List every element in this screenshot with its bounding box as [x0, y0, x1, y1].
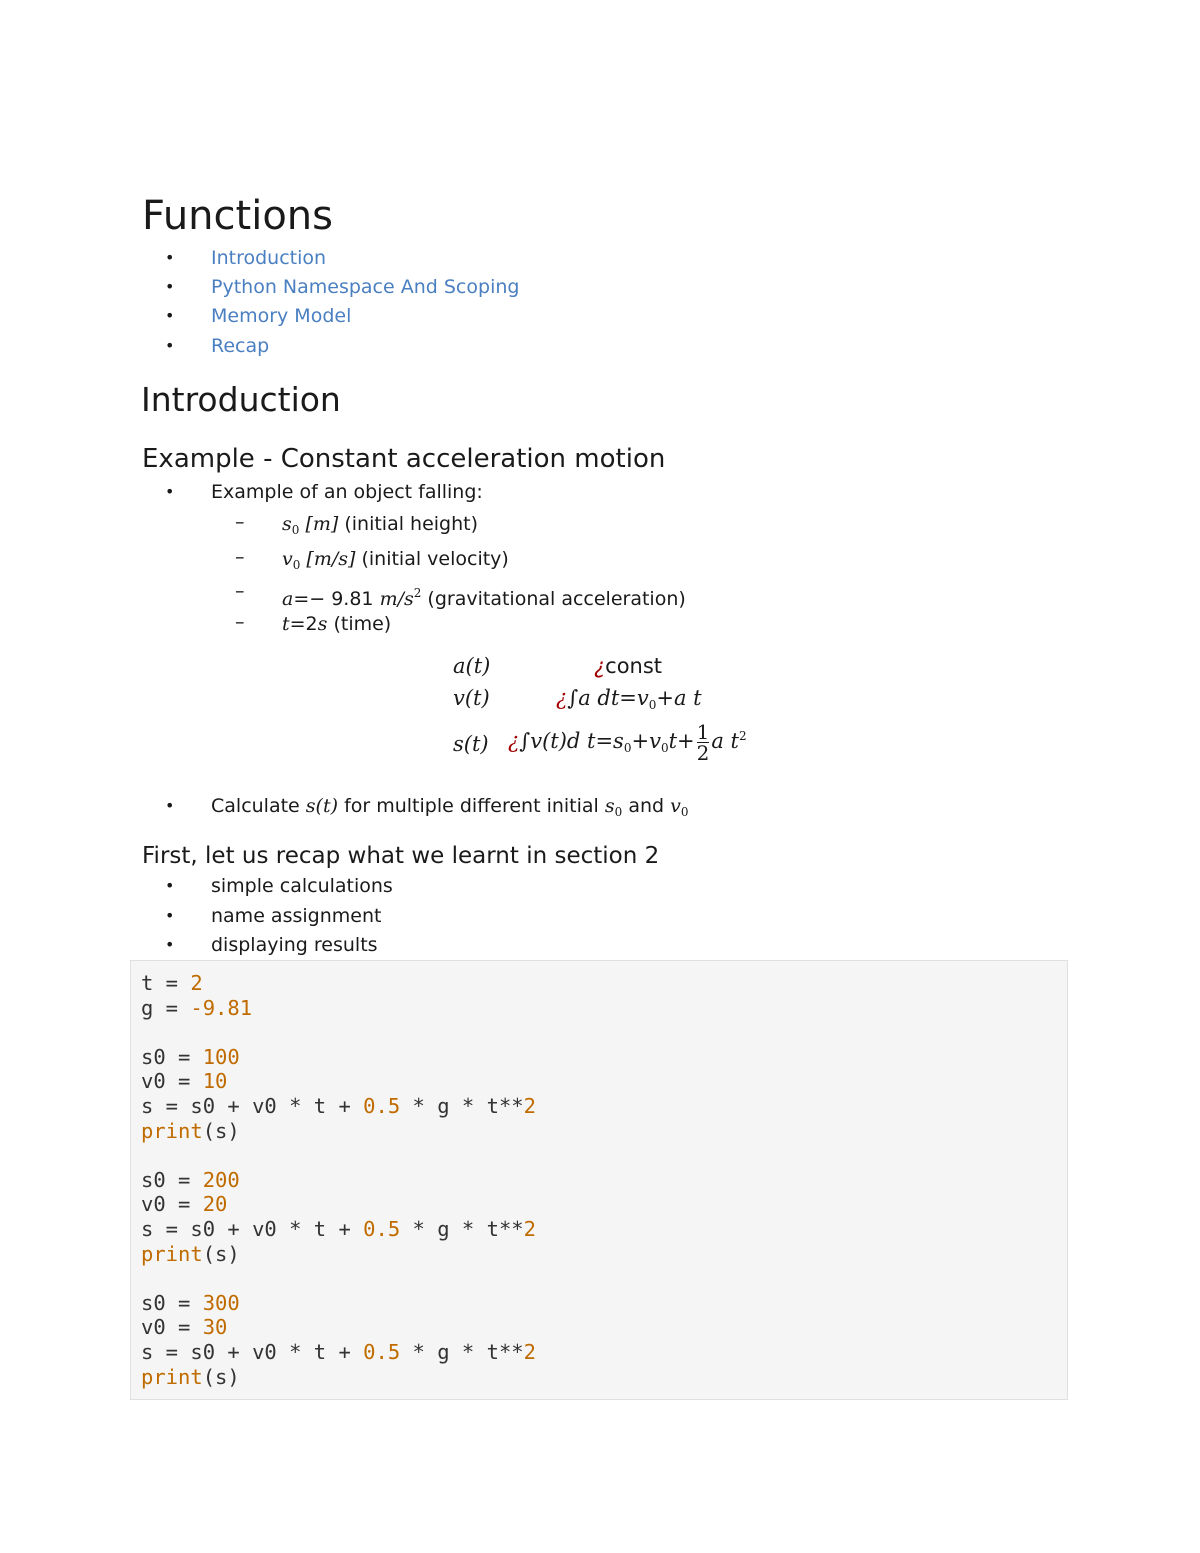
eq-s-rhs: ¿∫v(t)d $t=s_0+v_0t+$ $\frac{1}{2}$ a $t^2$ — [508, 720, 747, 765]
bullet: • — [165, 906, 175, 925]
toc-link-memory-model[interactable]: Memory Model — [211, 305, 352, 327]
toc-link-introduction[interactable]: Introduction — [211, 247, 327, 269]
eq-a-rhs: ¿const — [594, 654, 663, 678]
eq-a-lhs: a(t) — [453, 654, 491, 678]
bullet: • — [165, 876, 175, 895]
example-intro: Example of an object falling: — [211, 481, 483, 503]
recap-item: simple calculations — [211, 875, 393, 897]
bullet: • — [165, 796, 175, 815]
dash: – — [235, 511, 245, 533]
eq-s-lhs: s(t) — [453, 732, 489, 756]
section-heading-introduction: Introduction — [141, 380, 341, 419]
recap-heading: First, let us recap what we learnt in section 2 — [142, 843, 660, 869]
page-title: Functions — [142, 193, 333, 239]
bullet: • — [165, 336, 175, 355]
var-s0: $s_0$ [m] (initial height) — [282, 513, 479, 537]
var-a: a=− 9.81 $m/s^2$ (gravitational acceleration) — [282, 586, 686, 610]
recap-item: displaying results — [211, 934, 378, 956]
code-block[interactable] — [130, 960, 1068, 1400]
bullet: • — [165, 248, 175, 267]
dash: – — [235, 546, 245, 568]
bullet: • — [165, 935, 175, 954]
eq-v-lhs: v(t) — [453, 686, 490, 710]
var-v0: $v_0$ [m/s] (initial velocity) — [282, 548, 509, 572]
toc-link-namespace[interactable]: Python Namespace And Scoping — [211, 276, 520, 298]
example-heading: Example - Constant acceleration motion — [142, 444, 666, 474]
code-text: t = 2 g = -9.81 s0 = 100 v0 = 10 s = s0 + v0 * t + 0.5 * g * t**2 print(s) s0 = 200 v0 = 20 s = s0 + v0 * t + 0.5 * g * t**2 print(s) s0 = 300 v0 = 30 s = s0 + v0 * t + 0.5 * g * t**2 print(s) — [141, 971, 536, 1389]
eq-v-rhs: ¿∫a $dt=v_0+a$ t — [556, 686, 702, 712]
bullet: • — [165, 306, 175, 325]
recap-item: name assignment — [211, 905, 382, 927]
calculate-text: Calculate s(t) for multiple different initial $s_0$ and $v_0$ — [211, 795, 689, 819]
dash: – — [235, 611, 245, 633]
var-t: t=2s (time) — [282, 613, 392, 635]
dash: – — [235, 580, 245, 602]
bullet: • — [165, 277, 175, 296]
toc-link-recap[interactable]: Recap — [211, 335, 270, 357]
bullet: • — [165, 482, 175, 501]
